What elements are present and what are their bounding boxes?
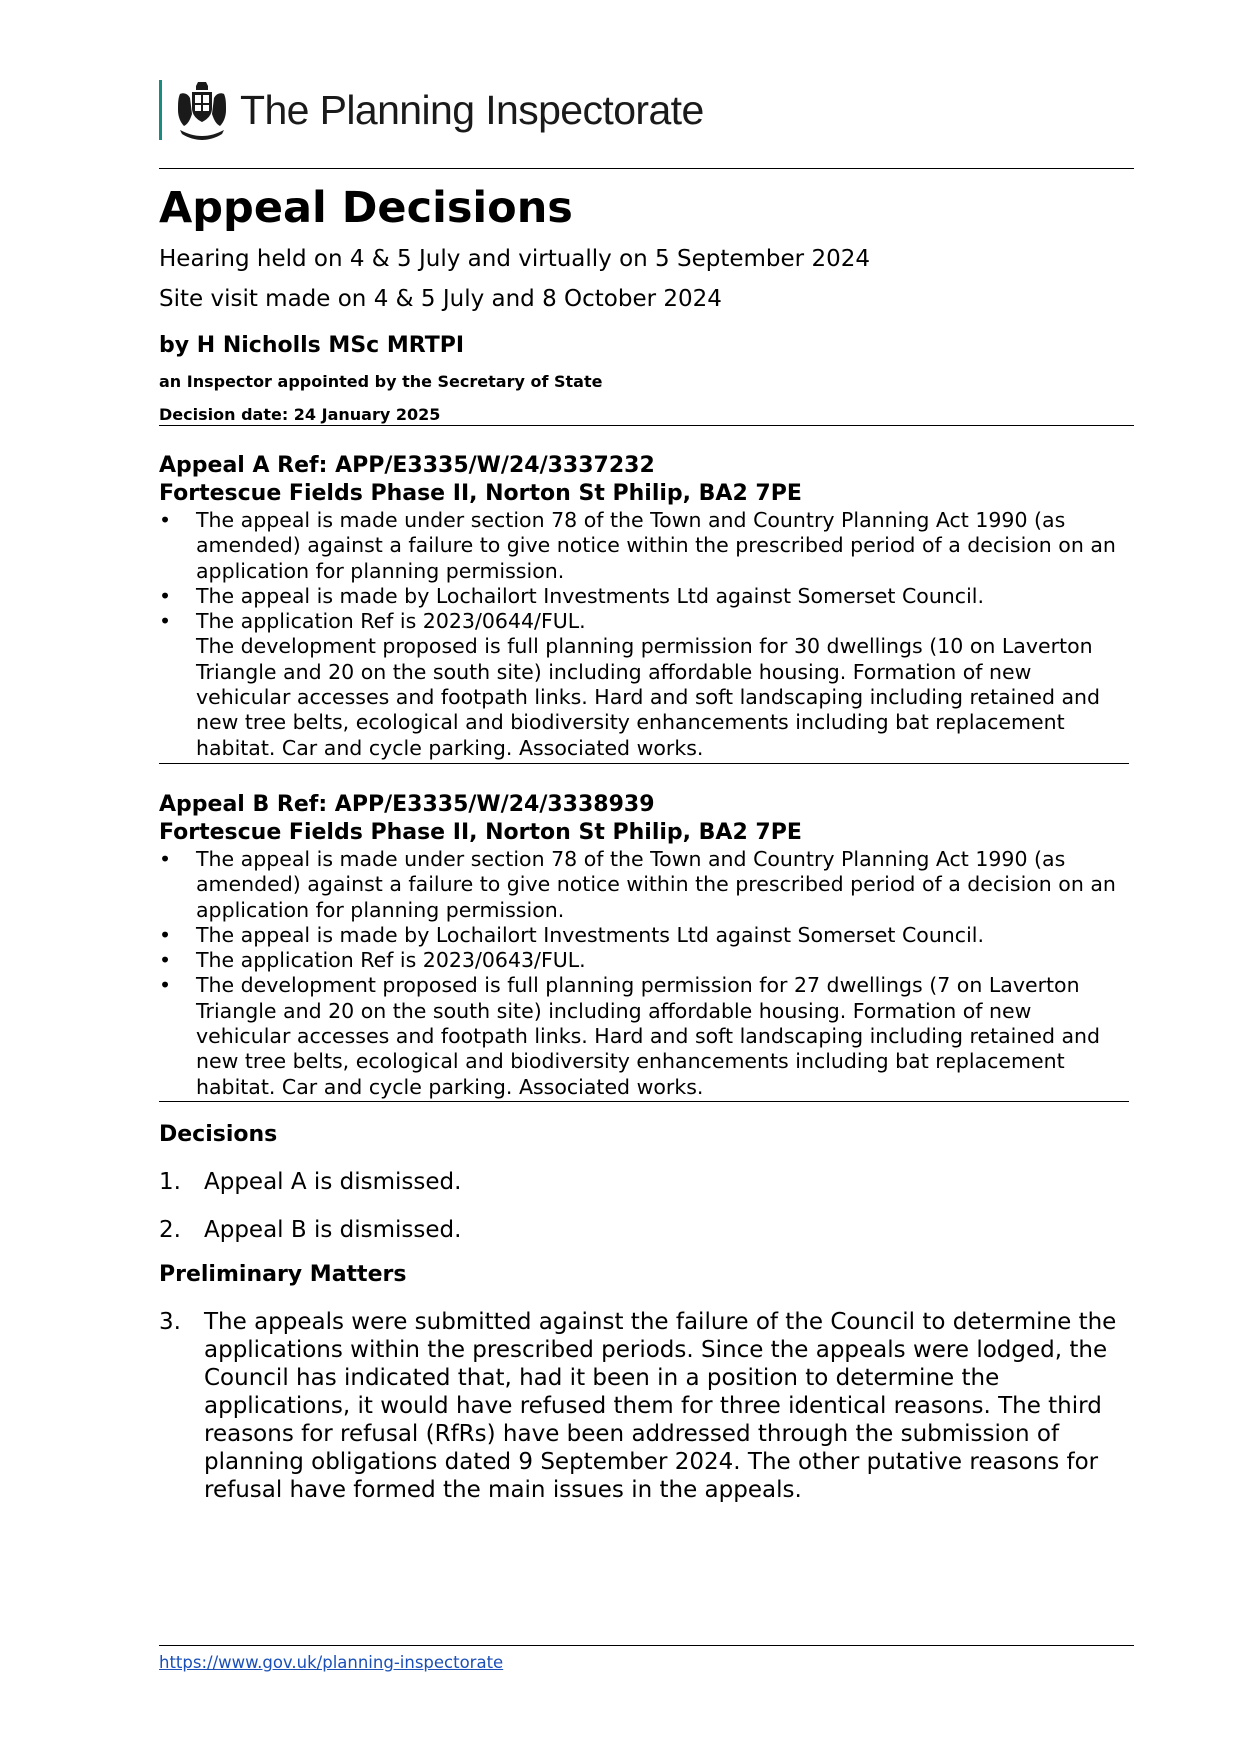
appeal-b-divider xyxy=(159,1101,1129,1102)
decision-item-2: 2. Appeal B is dismissed. xyxy=(159,1217,462,1243)
list-item: • The appeal is made under section 78 of the Town and Country Planning Act 1990 (as amended) against a failure to give notice within the prescribed period of a decision on an application for planning permission. xyxy=(159,847,1116,922)
preliminary-matters-heading: Preliminary Matters xyxy=(159,1262,407,1287)
list-item: • The appeal is made by Lochailort Investments Ltd against Somerset Council. xyxy=(159,922,984,947)
footer-link[interactable]: https://www.gov.uk/planning-inspectorate xyxy=(159,1653,504,1672)
inspector-name: by H Nicholls MSc MRTPI xyxy=(159,333,465,358)
appeal-a-block xyxy=(159,452,1129,761)
list-item: • The application Ref is 2023/0644/FUL. xyxy=(159,609,586,634)
appeal-a-site: Fortescue Fields Phase II, Norton St Philip, BA2 7PE xyxy=(159,481,802,506)
bullet-icon: • xyxy=(159,973,172,998)
bullet-icon: • xyxy=(159,583,172,608)
planning-inspectorate-logo xyxy=(159,80,704,140)
preliminary-item-3: 3. The appeals were submitted against the failure of the Council to determine the applications within the prescribed periods. Since the appeals were lodged, the Council has indicated that, had it been in a position to determine the applications, it would have refused them for three identical reasons. The third reasons for refusal (RfRs) have been addressed through the submission of planning obligations dated 9 September 2024. The other putative reasons for refusal have formed the main issues in the appeals. xyxy=(159,1309,1117,1503)
appeal-b-site: Fortescue Fields Phase II, Norton St Philip, BA2 7PE xyxy=(159,820,802,845)
decision-date-divider xyxy=(159,425,1134,426)
appeal-a-development: The development proposed is full planning permission for 30 dwellings (10 on Laverton Triangle and 20 on the south site) including affordable housing. Formation of new vehicular accesses and footpath links. Hard and soft landscaping including retained and new tree belts, ecological and biodiversity enhancements including bat replacement habitat. Car and cycle parking. Associated works. xyxy=(196,634,1101,760)
bullet-icon: • xyxy=(159,948,172,973)
appeal-a-ref: Appeal A Ref: APP/E3335/W/24/3337232 xyxy=(159,453,655,478)
decision-item-1: 1. Appeal A is dismissed. xyxy=(159,1169,462,1195)
appeal-a-details xyxy=(159,508,1129,634)
site-visit-dates: Site visit made on 4 & 5 July and 8 October 2024 xyxy=(159,286,722,312)
list-item: • The application Ref is 2023/0643/FUL. xyxy=(159,948,586,973)
bullet-icon: • xyxy=(159,847,172,871)
appeal-b-block xyxy=(159,791,1129,1100)
appeal-b-details xyxy=(159,847,1129,1100)
appeal-b-ref: Appeal B Ref: APP/E3335/W/24/3338939 xyxy=(159,792,655,817)
bullet-icon: • xyxy=(159,508,172,532)
royal-coat-of-arms-icon xyxy=(176,80,228,140)
list-item: • The appeal is made by Lochailort Investments Ltd against Somerset Council. xyxy=(159,583,984,608)
org-name: The Planning Inspectorate xyxy=(240,86,704,133)
header-divider xyxy=(159,168,1134,169)
decision-date: Decision date: 24 January 2025 xyxy=(159,405,441,424)
page-title: Appeal Decisions xyxy=(159,183,573,233)
list-item: • The development proposed is full planning permission for 27 dwellings (7 on Laverton Triangle and 20 on the south site) including affordable housing. Formation of new vehicular accesses and footpath links. Hard and soft landscaping including retained and new tree belts, ecological and biodiversity enhancements including bat replacement habitat. Car and cycle parking. Associated works. xyxy=(159,973,1101,1099)
bullet-icon: • xyxy=(159,922,172,947)
bullet-icon: • xyxy=(159,609,172,634)
inspector-appointment: an Inspector appointed by the Secretary of State xyxy=(159,372,603,391)
decisions-heading: Decisions xyxy=(159,1122,278,1147)
list-item: • The appeal is made under section 78 of the Town and Country Planning Act 1990 (as amended) against a failure to give notice within the prescribed period of a decision on an application for planning permission. xyxy=(159,508,1116,583)
footer-divider xyxy=(159,1645,1134,1646)
logo-accent-bar xyxy=(159,80,162,140)
hearing-dates: Hearing held on 4 & 5 July and virtually on 5 September 2024 xyxy=(159,246,870,272)
appeal-a-divider xyxy=(159,763,1129,764)
